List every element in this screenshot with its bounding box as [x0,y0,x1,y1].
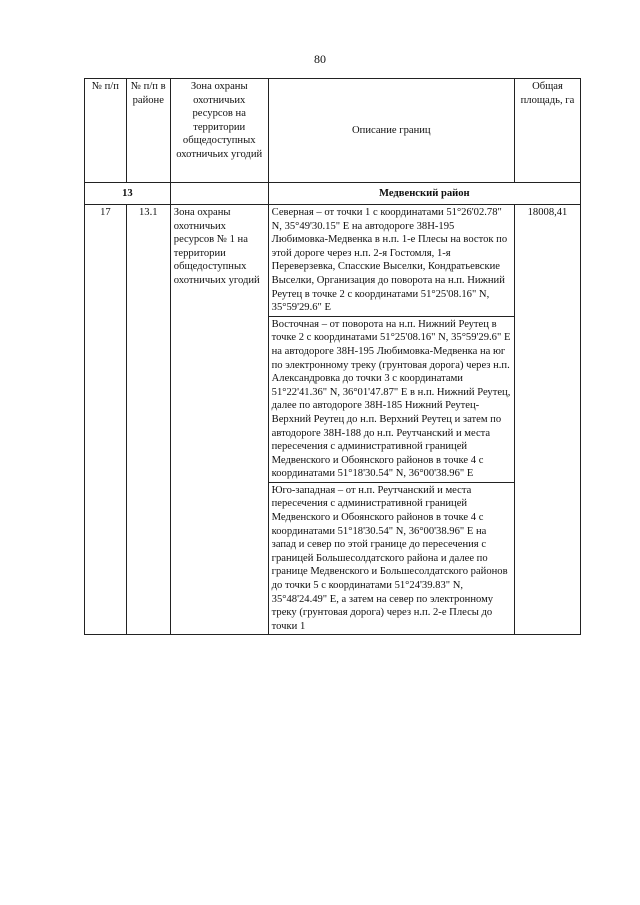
header-num: № п/п [85,79,127,183]
row-area: 18008,41 [514,205,580,635]
row-zone: Зона охраны охотничьих ресурсов № 1 на территории общедоступных охотничьих угодий [170,205,268,635]
row-num-in-district: 13.1 [126,205,170,635]
section-empty-cell [170,183,268,205]
boundaries-table [84,78,581,635]
boundary-east: Восточная – от поворота на н.п. Нижний Реутец в точке 2 с координатами 51°25'08.16" N, 35°59'29.6" E на автодороге 38Н-195 Любимовка-Медвенка на юг по электронному треку (грунтовая дорога) через н.п. Александровка до точки 3 с координатами 51°22'41.36" N, 36°01'47.87" E в н.п. Нижний Реутец, далее по автодороге 38Н-185 Нижний Реутец-Верхний Реутец до н.п. Верхний Реутец и затем по автодороге 38Н-188 до н.п. Реутчанский и места пересечения с административной границей Медвенского и Обоянского районов в точке 4 с координатами 51°18'30.54" N, 36°00'38.96" E [268,316,514,482]
header-zone: Зона охраны охотничьих ресурсов на территории общедоступных охотничьих угодий [170,79,268,183]
header-description: Описание границ [268,79,514,183]
page-number: 80 [314,52,326,66]
boundary-north: Северная – от точки 1 с координатами 51°26'02.78" N, 35°49'30.15" E на автодороге 38Н-195 Любимовка-Медвенка в н.п. 1-е Плесы на восток по этой дороге через н.п. 2-я Гостомля, 1-я Переверзевка, Спасские Выселки, Кондратьевские Выселки, Организация до поворота на н.п. Нижний Реутец в точке 2 с координатами 51°25'08.16" N, 35°59'29.6" E [268,205,514,317]
header-num-in-district: № п/п в районе [126,79,170,183]
table-row [85,205,581,317]
section-title: Медвенский район [268,183,580,205]
section-row [85,183,581,205]
header-area: Общая площадь, га [514,79,580,183]
table-header-row [85,79,581,183]
boundary-southwest: Юго-западная – от н.п. Реутчанский и места пересечения с административной границей Медвенского и Обоянского районов в точке 4 с координатами 51°18'30.54" N, 36°00'38.96" E на запад и север по этой границе до пересечения с границей Большесолдатского района и далее по границе Медвенского и Большесолдатского районов до точки 5 с координатами 51°24'39.83" N, 35°48'24.49" E, а затем на север по электронному треку (грунтовая дорога) через н.п. 2-е Плесы до точки 1 [268,482,514,635]
section-number: 13 [85,183,171,205]
row-num: 17 [85,205,127,635]
